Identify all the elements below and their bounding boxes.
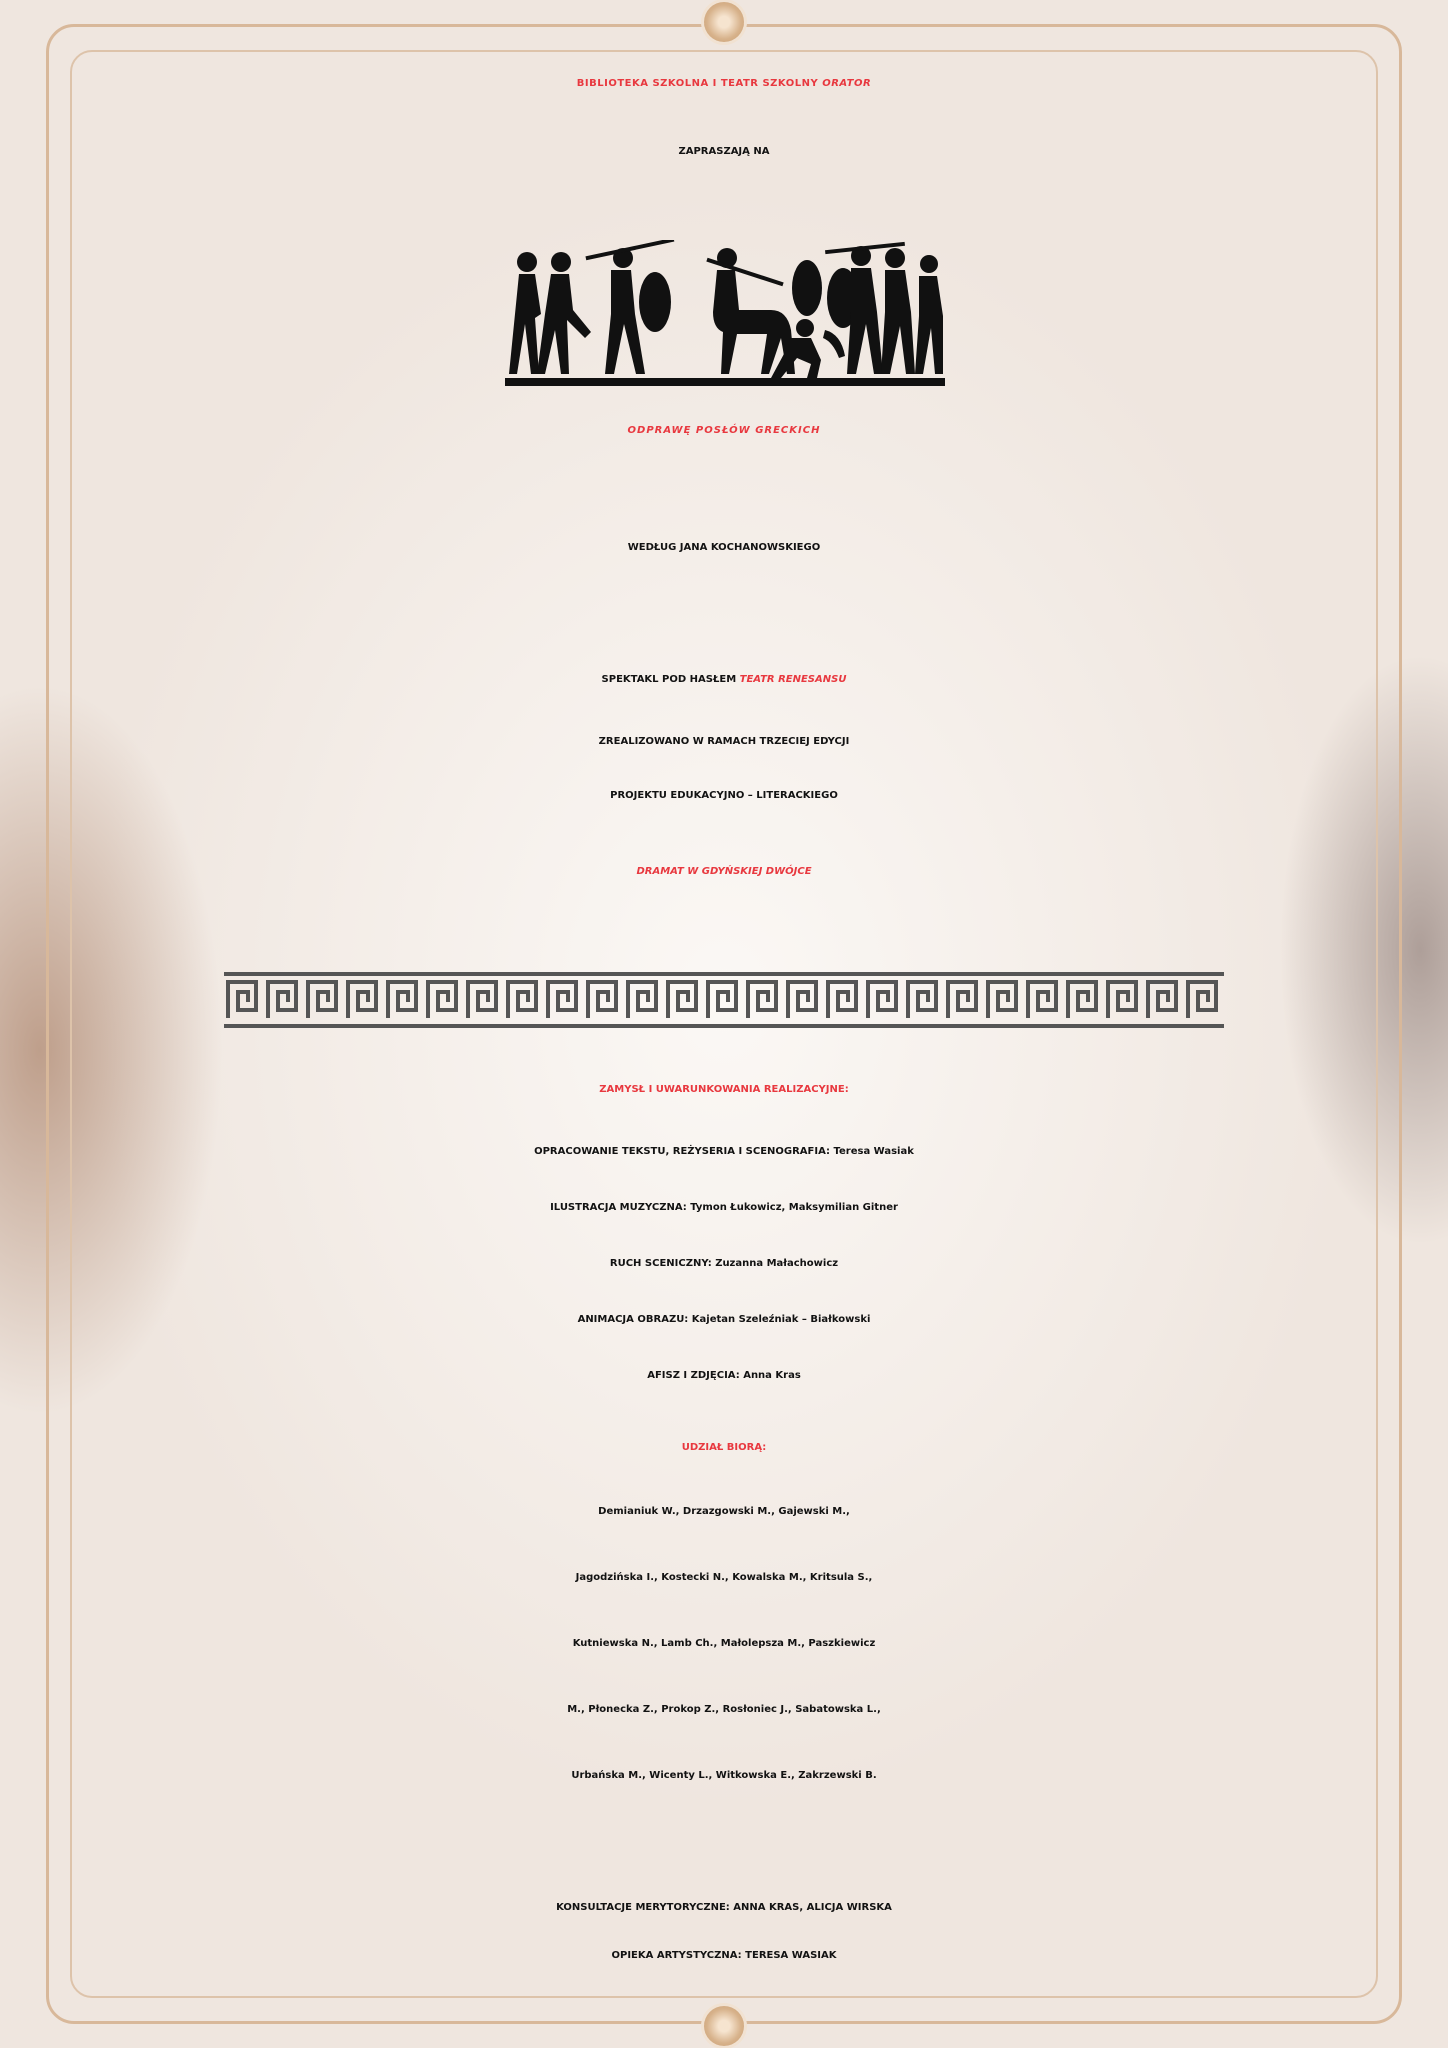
credit-person: Zuzanna Małachowicz [715,1258,839,1269]
medallion-bottom-icon [704,2006,744,2046]
credit-line [0,1202,1448,1213]
cast-line: Jagodzińska I., Kostecki N., Kowalska M., Kritsula S., [575,1572,873,1583]
spectacle-line [0,674,1448,685]
spectacle-prefix: SPEKTAKL POD HASŁEM [601,674,737,685]
credit-person: Kajetan Szeleźniak – Białkowski [691,1314,871,1325]
credit-line [0,1314,1448,1325]
spectacle-theme: TEATR RENESANSU [739,674,847,685]
credit-role: AFISZ I ZDJĘCIA: [647,1370,740,1381]
organizers-text: BIBLIOTEKA SZKOLNA I TEATR SZKOLNY [576,78,819,89]
cast-line: Kutniewska N., Lamb Ch., Małolepsza M., Paszkiewicz [572,1638,876,1649]
credit-person: Teresa Wasiak [833,1146,914,1157]
cast-heading: UDZIAŁ BIORĄ: [681,1442,767,1453]
realized-line-1: ZREALIZOWANO W RAMACH TRZECIEJ EDYCJI [598,736,850,747]
credit-role: ANIMACJA OBRAZU: [577,1314,689,1325]
consultation-line: KONSULTACJE MERYTORYCZNE: ANNA KRAS, ALICJA WIRSKA [556,1902,892,1913]
medallion-top-icon [704,2,744,42]
credit-role: ILUSTRACJA MUZYCZNA: [550,1202,687,1213]
realized-line-2: PROJEKTU EDUKACYJNO – LITERACKIEGO [610,790,838,801]
artistic-care-line: OPIEKA ARTYSTYCZNA: TERESA WASIAK [611,1950,837,1961]
credit-role: OPRACOWANIE TEKSTU, REŻYSERIA I SCENOGRAFIA: [534,1146,831,1157]
credit-line [0,1370,1448,1381]
credit-line [0,1258,1448,1269]
cast-line: Demianiuk W., Drzazgowski M., Gajewski M., [598,1506,850,1517]
invite-text: ZAPRASZAJĄ NA [678,146,770,157]
program-title: DRAMAT W GDYŃSKIEJ DWÓJCE [636,866,812,877]
cast-line: M., Płonecka Z., Prokop Z., Rosłoniec J., Sabatowska L., [567,1704,881,1715]
author-line: WEDŁUG JANA KOCHANOWSKIEGO [627,542,821,553]
organizers-line [0,78,1448,89]
theatre-name: ORATOR [822,78,872,89]
greek-meander-border-icon [224,972,1224,1028]
play-title: ODPRAWĘ POSŁÓW GRECKICH [627,425,821,436]
credit-person: Anna Kras [743,1370,801,1381]
credit-person: Tymon Łukowicz, Maksymilian Gitner [690,1202,898,1213]
credits-heading: ZAMYSŁ I UWARUNKOWANIA REALIZACYJNE: [599,1084,849,1095]
greek-warriors-silhouette-icon [505,240,945,390]
credit-role: RUCH SCENICZNY: [609,1258,712,1269]
cast-line: Urbańska M., Wicenty L., Witkowska E., Zakrzewski B. [571,1770,877,1781]
credit-line [0,1146,1448,1157]
